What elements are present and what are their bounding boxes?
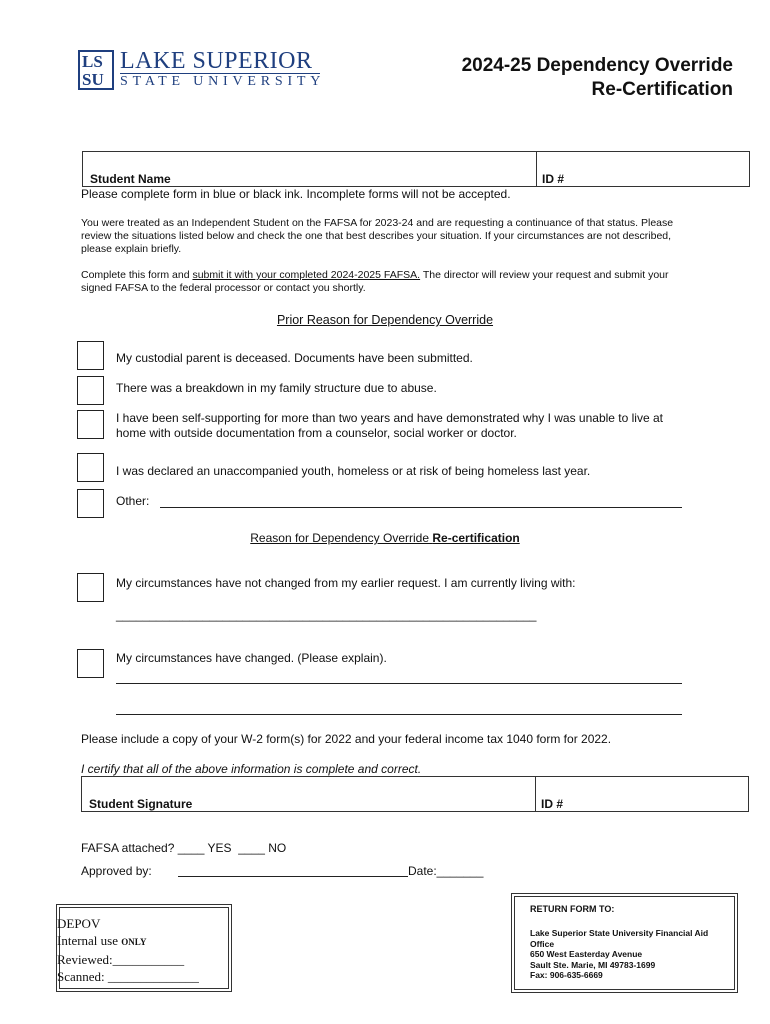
option-changed: My circumstances have changed. (Please explain).	[116, 651, 387, 665]
student-name-field[interactable]	[88, 170, 528, 185]
submission-text-underlined: submit it with your completed 2024-2025 FAFSA.	[192, 269, 421, 281]
submission-text-end: The director will review your request and submit your signed FAFSA to the federal processor or contact you shortly.	[81, 269, 669, 294]
fafsa-attached: FAFSA attached? ____ YES ____ NO	[81, 841, 287, 855]
recert-heading	[0, 531, 770, 545]
return-heading: RETURN FORM TO:	[530, 904, 615, 914]
page-title	[462, 54, 733, 102]
internal-use-text	[57, 915, 227, 985]
student-id-label: ID #	[542, 172, 565, 186]
tax-documents-note: Please include a copy of your W-2 form(s) for 2022 and your federal income tax 1040 form for 2022.	[81, 732, 612, 746]
signature-id-field[interactable]	[545, 779, 735, 794]
checkbox-other[interactable]	[77, 489, 104, 518]
other-explain-line[interactable]	[160, 507, 682, 508]
signature-id-label: ID #	[541, 797, 564, 811]
submission-paragraph	[81, 269, 681, 295]
prior-reason-heading: Prior Reason for Dependency Override	[276, 313, 494, 327]
return-address-city: Sault Ste. Marie, MI 49783-1699	[530, 959, 656, 970]
logo-subname: STATE UNIVERSITY	[120, 74, 326, 89]
logo-mark-top: LS	[82, 52, 103, 71]
internal-use-box	[56, 904, 232, 992]
submission-text-start: Complete this form and	[81, 269, 193, 281]
internal-use-text-plain: Internal use	[57, 933, 122, 948]
checkbox-changed[interactable]	[77, 649, 104, 678]
scanned-line: Scanned: ______________	[57, 969, 199, 984]
checkbox-self-supporting[interactable]	[77, 410, 104, 439]
return-address	[530, 928, 730, 981]
return-address-street: 650 West Easterday Avenue	[530, 949, 643, 959]
logo-name: LAKE SUPERIOR	[120, 48, 313, 74]
approved-by-line[interactable]	[178, 876, 408, 877]
depov-label: DEPOV	[57, 916, 101, 931]
logo-mark-bottom: SU	[82, 70, 104, 89]
option-other-label: Other:	[116, 494, 150, 508]
certify-statement: I certify that all of the above information is complete and correct.	[81, 762, 422, 776]
recert-heading-text: Reason for Dependency Override	[250, 531, 433, 545]
option-self-supporting: I have been self-supporting for more than two years and have demonstrated why I was unable to live at home with outside documentation from a counselor, social worker or doctor.	[116, 411, 663, 440]
checkbox-parent-deceased[interactable]	[77, 341, 104, 370]
changed-explain-line-2[interactable]	[116, 714, 682, 715]
internal-use-only: ONLY	[121, 937, 147, 947]
return-address-office: Lake Superior State University Financial Aid Office	[530, 928, 709, 949]
option-not-changed: My circumstances have not changed from my earlier request. I am currently living with:	[116, 576, 576, 590]
ink-note: Please complete form in blue or black ink. Incomplete forms will not be accepted.	[81, 187, 511, 201]
title-line2: Re-Certification	[591, 79, 733, 100]
checkbox-unaccompanied-youth[interactable]	[77, 453, 104, 482]
title-line1: 2024-25 Dependency Override	[461, 55, 733, 76]
student-signature-field[interactable]	[88, 779, 528, 794]
option-family-abuse: There was a breakdown in my family structure due to abuse.	[116, 381, 437, 395]
checkbox-family-abuse[interactable]	[77, 376, 104, 405]
date-label: Date:_______	[408, 864, 484, 878]
student-id-field[interactable]	[575, 170, 745, 185]
student-signature-label: Student Signature	[89, 797, 193, 811]
changed-explain-line-1[interactable]	[116, 683, 682, 684]
student-name-label: Student Name	[90, 172, 171, 186]
approved-by-label: Approved by:	[81, 864, 152, 878]
logo-mark	[78, 50, 114, 90]
university-logo	[78, 50, 328, 94]
option-unaccompanied-youth: I was declared an unaccompanied youth, homeless or at risk of being homeless last year.	[116, 464, 591, 478]
instructions-paragraph: You were treated as an Independent Student on the FAFSA for 2023-24 and are requesting a continuance of that status. Please review the situations listed below and check the one that best describes your situation. If your circumstances are not described, please explain briefly.	[81, 217, 674, 255]
checkbox-not-changed[interactable]	[77, 573, 104, 602]
id-divider	[536, 152, 537, 186]
recert-heading-bold: Re-certification	[432, 531, 520, 545]
return-address-box	[511, 893, 738, 993]
return-address-fax: Fax: 906-635-6669	[530, 970, 603, 980]
signature-id-divider	[535, 777, 536, 811]
reviewed-line: Reviewed:___________	[57, 952, 185, 967]
living-with-blank[interactable]: _______________________________________________________________	[116, 608, 537, 622]
option-parent-deceased: My custodial parent is deceased. Documents have been submitted.	[116, 351, 473, 365]
internal-use-label	[57, 932, 227, 951]
